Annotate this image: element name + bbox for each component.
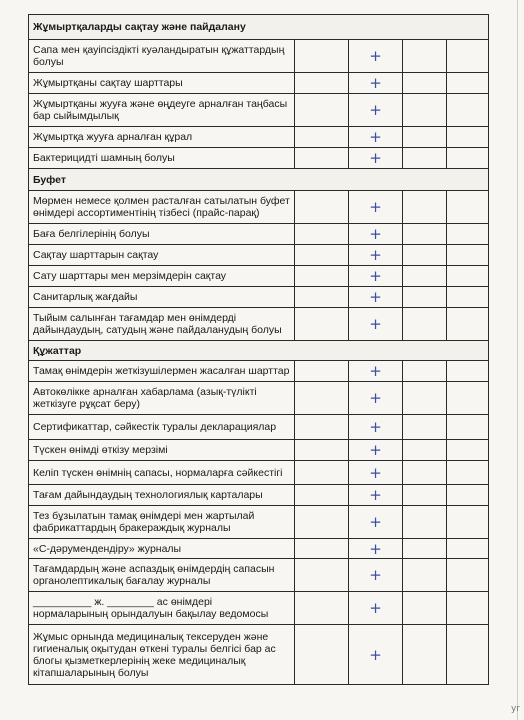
empty-cell (447, 287, 489, 308)
criterion-text: Тамақ өнімдерін жеткізушілермен жасалған шарттар (29, 361, 295, 382)
empty-cell (403, 625, 447, 685)
empty-cell (447, 308, 489, 341)
check-mark: + (349, 592, 403, 625)
checklist-row (29, 127, 489, 148)
empty-cell (295, 415, 349, 440)
criterion-text: Жұмыртқаны сақтау шарттары (29, 73, 295, 94)
check-mark: + (349, 415, 403, 440)
empty-cell (447, 539, 489, 559)
empty-cell (447, 440, 489, 461)
section-header (29, 15, 489, 40)
criterion-text: Сертификаттар, сәйкестік туралы декларациялар (29, 415, 295, 440)
empty-cell (295, 127, 349, 148)
empty-cell (295, 361, 349, 382)
empty-cell (403, 287, 447, 308)
empty-cell (295, 592, 349, 625)
empty-cell (447, 191, 489, 224)
empty-cell (447, 415, 489, 440)
criterion-text: Бактерицидті шамның болуы (29, 148, 295, 169)
empty-cell (295, 73, 349, 94)
check-mark: + (349, 148, 403, 169)
checklist-row (29, 266, 489, 287)
criterion-text: Келіп түскен өнімнің сапасы, нормаларға сәйкестігі (29, 461, 295, 485)
criterion-text: Мөрмен немесе қолмен расталған сатылатын буфет өнімдері ассортиментінің тізбесі (прайс-парақ) (29, 191, 295, 224)
checklist-row (29, 625, 489, 685)
checklist-row (29, 287, 489, 308)
check-mark: + (349, 94, 403, 127)
checklist-row (29, 245, 489, 266)
empty-cell (295, 224, 349, 245)
section-title: Буфет (29, 169, 489, 191)
checklist-row (29, 382, 489, 415)
empty-cell (295, 245, 349, 266)
empty-cell (403, 127, 447, 148)
checklist-row (29, 361, 489, 382)
checklist-row (29, 40, 489, 73)
section-title: Жұмыртқаларды сақтау және пайдалану (29, 15, 489, 40)
check-mark: + (349, 461, 403, 485)
checklist-row (29, 148, 489, 169)
checklist-row (29, 191, 489, 224)
empty-cell (403, 485, 447, 506)
criterion-text: __________ ж. ________ ас өнімдері нормаларының орындалуын бақылау ведомосы (29, 592, 295, 625)
empty-cell (403, 559, 447, 592)
section-header (29, 169, 489, 191)
criterion-text: Жұмыс орнында медициналық тексеруден және гигиеналық оқытудан өткені туралы белгісі бар ас блогы қызметкерлерінің жеке медициналық кітапшаларының болуы (29, 625, 295, 685)
check-mark: + (349, 440, 403, 461)
empty-cell (447, 382, 489, 415)
empty-cell (295, 148, 349, 169)
empty-cell (403, 539, 447, 559)
check-mark: + (349, 191, 403, 224)
empty-cell (447, 625, 489, 685)
criterion-text: Тағам дайындаудың технологиялық карталары (29, 485, 295, 506)
checklist-row (29, 559, 489, 592)
checklist-row (29, 308, 489, 341)
empty-cell (295, 382, 349, 415)
criterion-text: Түскен өнімді өткізу мерзімі (29, 440, 295, 461)
check-mark: + (349, 625, 403, 685)
empty-cell (295, 440, 349, 461)
criterion-text: Автокөлікке арналған хабарлама (азық-түлікті жеткізуге рұқсат беру) (29, 382, 295, 415)
criterion-text: «С-дәрумендендіру» журналы (29, 539, 295, 559)
empty-cell (403, 382, 447, 415)
checklist-row (29, 440, 489, 461)
empty-cell (295, 506, 349, 539)
checklist-table (28, 14, 489, 685)
checklist-row (29, 506, 489, 539)
empty-cell (295, 625, 349, 685)
check-mark: + (349, 287, 403, 308)
empty-cell (447, 485, 489, 506)
check-mark: + (349, 382, 403, 415)
section-header (29, 341, 489, 361)
check-mark: + (349, 266, 403, 287)
criterion-text: Баға белгілерінің болуы (29, 224, 295, 245)
check-mark: + (349, 127, 403, 148)
empty-cell (403, 94, 447, 127)
empty-cell (447, 461, 489, 485)
empty-cell (447, 73, 489, 94)
empty-cell (447, 361, 489, 382)
empty-cell (447, 559, 489, 592)
checklist-row (29, 73, 489, 94)
empty-cell (403, 415, 447, 440)
section-title: Құжаттар (29, 341, 489, 361)
empty-cell (295, 266, 349, 287)
checklist-row (29, 94, 489, 127)
empty-cell (295, 191, 349, 224)
empty-cell (295, 539, 349, 559)
check-mark: + (349, 40, 403, 73)
criterion-text: Тез бұзылатын тамақ өнімдері мен жартылай фабрикаттардың бракераждық журналы (29, 506, 295, 539)
check-mark: + (349, 559, 403, 592)
check-mark: + (349, 224, 403, 245)
empty-cell (447, 40, 489, 73)
criterion-text: Сапа мен қауіпсіздікті куәландыратын құжаттардың болуы (29, 40, 295, 73)
empty-cell (447, 592, 489, 625)
empty-cell (447, 266, 489, 287)
empty-cell (295, 461, 349, 485)
check-mark: + (349, 245, 403, 266)
empty-cell (295, 287, 349, 308)
empty-cell (295, 94, 349, 127)
corner-mark: yr (510, 704, 520, 714)
checklist-row (29, 592, 489, 625)
criterion-text: Тағамдардың және аспаздық өнімдердің сапасын органолептикалық бағалау журналы (29, 559, 295, 592)
empty-cell (403, 73, 447, 94)
empty-cell (403, 308, 447, 341)
empty-cell (447, 148, 489, 169)
criterion-text: Жұмыртқаны жууға және өңдеуге арналған таңбасы бар сыйымдылық (29, 94, 295, 127)
empty-cell (447, 224, 489, 245)
empty-cell (403, 361, 447, 382)
empty-cell (403, 245, 447, 266)
criterion-text: Санитарлық жағдайы (29, 287, 295, 308)
check-mark: + (349, 539, 403, 559)
criterion-text: Тыйым салынған тағамдар мен өнімдерді дайындаудың, сатудың және пайдаланудың болуы (29, 308, 295, 341)
check-mark: + (349, 308, 403, 341)
check-mark: + (349, 506, 403, 539)
empty-cell (447, 94, 489, 127)
empty-cell (403, 506, 447, 539)
empty-cell (403, 40, 447, 73)
empty-cell (295, 485, 349, 506)
empty-cell (403, 461, 447, 485)
empty-cell (295, 308, 349, 341)
scan-edge-line (517, 0, 518, 720)
checklist-row (29, 415, 489, 440)
checklist-row (29, 224, 489, 245)
empty-cell (295, 559, 349, 592)
checklist-row (29, 461, 489, 485)
criterion-text: Сату шарттары мен мерзімдерін сақтау (29, 266, 295, 287)
empty-cell (403, 440, 447, 461)
empty-cell (403, 592, 447, 625)
criterion-text: Жұмыртқа жууға арналған құрал (29, 127, 295, 148)
empty-cell (447, 506, 489, 539)
empty-cell (403, 148, 447, 169)
empty-cell (447, 127, 489, 148)
checklist-row (29, 539, 489, 559)
check-mark: + (349, 485, 403, 506)
checklist-body (29, 15, 489, 685)
empty-cell (403, 266, 447, 287)
empty-cell (403, 191, 447, 224)
check-mark: + (349, 73, 403, 94)
empty-cell (295, 40, 349, 73)
criterion-text: Сақтау шарттарын сақтау (29, 245, 295, 266)
checklist-row (29, 485, 489, 506)
empty-cell (403, 224, 447, 245)
check-mark: + (349, 361, 403, 382)
empty-cell (447, 245, 489, 266)
